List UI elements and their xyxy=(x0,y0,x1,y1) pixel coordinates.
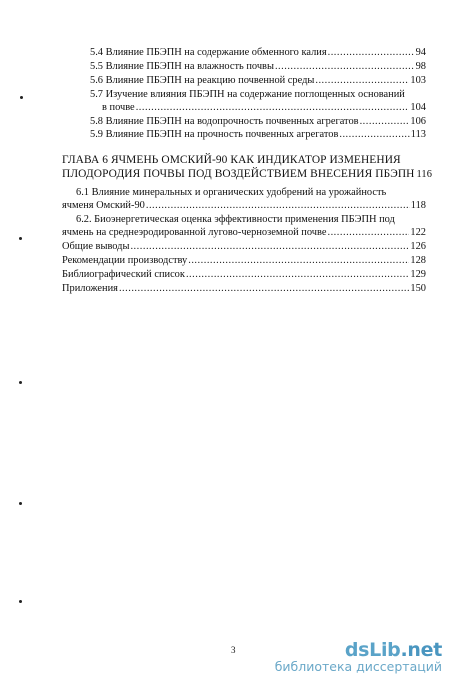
toc-entry-bibliography[interactable] xyxy=(62,269,426,281)
toc-entry-page: 122 xyxy=(410,227,426,238)
toc-entry-5-7-line1[interactable]: 5.7 Изучение влияния ПБЭПН на содержание поглощенных оснований xyxy=(90,89,405,100)
dslib-logo xyxy=(275,640,442,660)
page-number: 3 xyxy=(231,645,236,655)
toc-leader-dots xyxy=(136,102,410,114)
toc-entry-text: 5.8 Влияние ПБЭПН на водопрочность почвенных агрегатов xyxy=(90,116,359,127)
toc-entry-appendices[interactable] xyxy=(62,283,426,295)
toc-entry-6-2-line1[interactable]: 6.2. Биоэнергетическая оценка эффективности применения ПБЭПН под xyxy=(76,214,395,225)
logo-main: dsLib xyxy=(344,639,401,661)
toc-chapter-6-line1[interactable]: ГЛАВА 6 ЯЧМЕНЬ ОМСКИЙ-90 КАК ИНДИКАТОР ИЗМЕНЕНИЯ xyxy=(62,154,401,166)
toc-leader-dots xyxy=(146,200,410,212)
toc-entry-6-1-line1[interactable]: 6.1 Влияние минеральных и органических удобрений на урожайность xyxy=(76,187,387,198)
toc-entry-page: 104 xyxy=(410,102,426,113)
toc-leader-dots xyxy=(339,129,409,141)
toc-entry-conclusions[interactable] xyxy=(62,241,426,253)
toc-entry-page: 113 xyxy=(410,129,426,140)
toc-entry-page: 116 xyxy=(416,169,433,180)
dslib-subtitle: библиотека диссертаций xyxy=(274,659,442,674)
toc-entry-text: 5.6 Влияние ПБЭПН на реакцию почвенной среды xyxy=(90,75,315,86)
toc-entry-6-2[interactable] xyxy=(62,227,426,239)
toc-entry-text: Общие выводы xyxy=(62,241,130,252)
toc-leader-dots xyxy=(315,75,409,87)
toc-entry-page: 129 xyxy=(410,269,426,280)
toc-entry-recommendations[interactable] xyxy=(62,255,426,267)
toc-entry-text: 5.4 Влияние ПБЭПН на содержание обменного калия xyxy=(90,47,327,58)
toc-entry-page: 106 xyxy=(410,116,426,127)
toc-entry-page: 126 xyxy=(410,241,426,252)
toc-entry-page: 94 xyxy=(415,47,426,58)
toc-entry-text: ПЛОДОРОДИЯ ПОЧВЫ ПОД ВОЗДЕЙСТВИЕМ ВНЕСЕНИЯ ПБЭПН xyxy=(62,168,415,180)
toc-leader-dots xyxy=(327,227,409,239)
toc-chapter-6[interactable] xyxy=(62,168,433,181)
toc-entry-text: в почве xyxy=(102,102,135,113)
binding-mark xyxy=(19,237,22,240)
toc-entry-text: 5.9 Влияние ПБЭПН на прочность почвенных агрегатов xyxy=(90,129,339,140)
binding-mark xyxy=(20,96,23,99)
binding-mark xyxy=(19,502,22,505)
toc-leader-dots xyxy=(119,283,409,295)
toc-leader-dots xyxy=(186,269,409,281)
dslib-watermark xyxy=(275,640,442,674)
toc-entry-page: 98 xyxy=(415,61,426,72)
binding-mark xyxy=(19,600,22,603)
toc-entry-text: Библиографический список xyxy=(62,269,185,280)
toc-entry-text: ячменя Омский-90 xyxy=(62,200,145,211)
toc-entry-6-1[interactable] xyxy=(62,200,426,212)
toc-leader-dots xyxy=(188,255,409,267)
toc-leader-dots xyxy=(130,241,409,253)
toc-entry-5-9[interactable] xyxy=(90,129,426,141)
toc-entry-text: Рекомендации производству xyxy=(62,255,188,266)
toc-entry-5-6[interactable] xyxy=(90,75,426,87)
toc-entry-5-4[interactable] xyxy=(90,47,426,59)
toc-leader-dots xyxy=(328,47,415,59)
toc-entry-page: 128 xyxy=(410,255,426,266)
toc-leader-dots xyxy=(275,61,415,73)
toc-entry-page: 103 xyxy=(410,75,426,86)
toc-entry-5-7[interactable] xyxy=(102,102,426,114)
logo-tld: .net xyxy=(400,639,442,661)
toc-entry-5-8[interactable] xyxy=(90,116,426,128)
toc-entry-text: Приложения xyxy=(62,283,118,294)
toc-entry-5-5[interactable] xyxy=(90,61,426,73)
toc-entry-text: ячмень на среднеэродированной лугово-черноземной почве xyxy=(62,227,327,238)
binding-mark xyxy=(19,381,22,384)
toc-entry-page: 150 xyxy=(410,283,426,294)
toc-entry-page: 118 xyxy=(410,200,426,211)
toc-leader-dots xyxy=(360,116,410,128)
toc-entry-text: 5.5 Влияние ПБЭПН на влажность почвы xyxy=(90,61,274,72)
